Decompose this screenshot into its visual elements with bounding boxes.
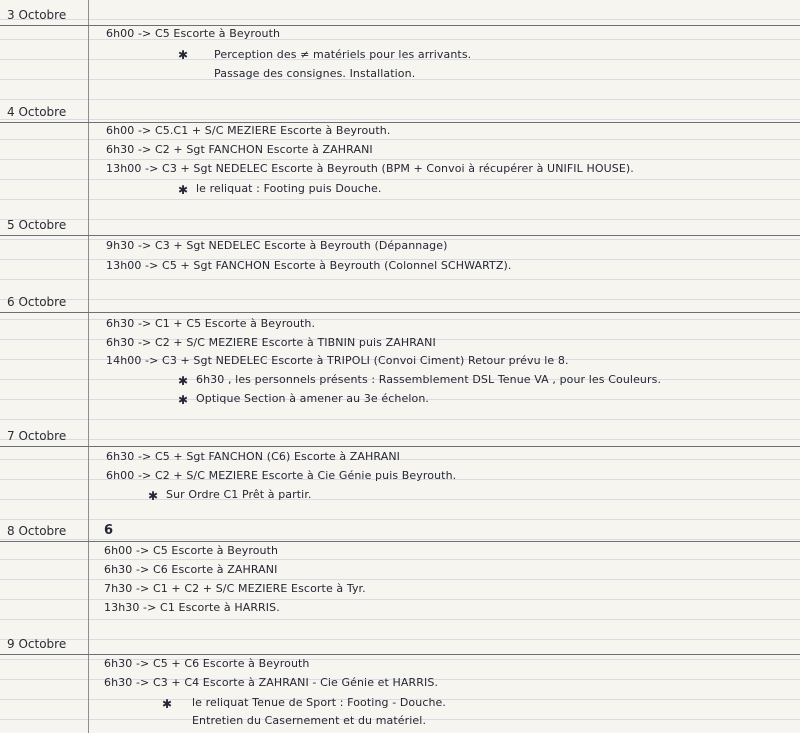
entry-line: 6h30 -> C6 Escorte à ZAHRANI xyxy=(104,563,278,576)
entry-line: 6h30 -> C2 + S/C MEZIERE Escorte à TIBNIN puis ZAHRANI xyxy=(106,336,436,349)
date-row xyxy=(0,521,800,542)
asterisk-icon: ✱ xyxy=(178,48,189,62)
entry-date: 8 Octobre xyxy=(7,524,67,538)
entry-date: 7 Octobre xyxy=(7,429,67,443)
entry-line: Entretien du Casernement et du matériel. xyxy=(192,714,427,727)
entry-mark: 6 xyxy=(104,523,114,538)
date-row xyxy=(0,102,800,123)
date-row xyxy=(0,215,800,236)
entry-line: Sur Ordre C1 Prêt à partir. xyxy=(166,488,312,501)
asterisk-icon: ✱ xyxy=(178,374,189,388)
entry-line: 6h30 -> C5 + C6 Escorte à Beyrouth xyxy=(104,657,310,670)
entry-line: 13h00 -> C5 + Sgt FANCHON Escorte à Beyrouth (Colonnel SCHWARTZ). xyxy=(106,259,512,272)
entry-line: le reliquat Tenue de Sport : Footing - Douche. xyxy=(192,696,447,709)
asterisk-icon: ✱ xyxy=(178,393,189,407)
asterisk-icon: ✱ xyxy=(148,489,159,503)
entry-line: 6h00 -> C2 + S/C MEZIERE Escorte à Cie Génie puis Beyrouth. xyxy=(106,469,457,482)
entry-date: 4 Octobre xyxy=(7,105,67,119)
asterisk-icon: ✱ xyxy=(162,697,173,711)
entry-line: 6h30 -> C5 + Sgt FANCHON (C6) Escorte à ZAHRANI xyxy=(106,450,400,463)
entry-line: 6h00 -> C5 Escorte à Beyrouth xyxy=(106,27,281,40)
entry-line: 6h00 -> C5.C1 + S/C MEZIERE Escorte à Beyrouth. xyxy=(106,124,391,137)
entry-line: 6h30 -> C3 + C4 Escorte à ZAHRANI - Cie Génie et HARRIS. xyxy=(104,676,439,689)
date-row xyxy=(0,5,800,26)
asterisk-icon: ✱ xyxy=(178,183,189,197)
entry-line: 6h30 -> C2 + Sgt FANCHON Escorte à ZAHRANI xyxy=(106,143,373,156)
entry-line: 6h00 -> C5 Escorte à Beyrouth xyxy=(104,544,279,557)
entry-line: le reliquat : Footing puis Douche. xyxy=(196,182,382,195)
entry-line: 14h00 -> C3 + Sgt NEDELEC Escorte à TRIPOLI (Convoi Ciment) Retour prévu le 8. xyxy=(106,354,569,367)
entry-line: 6h30 , les personnels présents : Rassemblement DSL Tenue VA , pour les Couleurs. xyxy=(196,373,662,386)
entry-line: 7h30 -> C1 + C2 + S/C MEZIERE Escorte à Tyr. xyxy=(104,582,366,595)
entry-line: 13h30 -> C1 Escorte à HARRIS. xyxy=(104,601,280,614)
entry-line: 9h30 -> C3 + Sgt NEDELEC Escorte à Beyrouth (Dépannage) xyxy=(106,239,448,252)
entry-line: Perception des ≠ matériels pour les arrivants. xyxy=(214,48,472,61)
entry-line: Passage des consignes. Installation. xyxy=(214,67,416,80)
entry-date: 9 Octobre xyxy=(7,637,67,651)
date-row xyxy=(0,426,800,447)
entry-date: 3 Octobre xyxy=(7,8,67,22)
entry-line: 6h30 -> C1 + C5 Escorte à Beyrouth. xyxy=(106,317,316,330)
date-row xyxy=(0,634,800,655)
entry-date: 6 Octobre xyxy=(7,295,67,309)
entry-date: 5 Octobre xyxy=(7,218,67,232)
entry-line: 13h00 -> C3 + Sgt NEDELEC Escorte à Beyrouth (BPM + Convoi à récupérer à UNIFIL HOUSE). xyxy=(106,162,634,175)
entry-line: Optique Section à amener au 3e échelon. xyxy=(196,392,429,405)
date-row xyxy=(0,292,800,313)
